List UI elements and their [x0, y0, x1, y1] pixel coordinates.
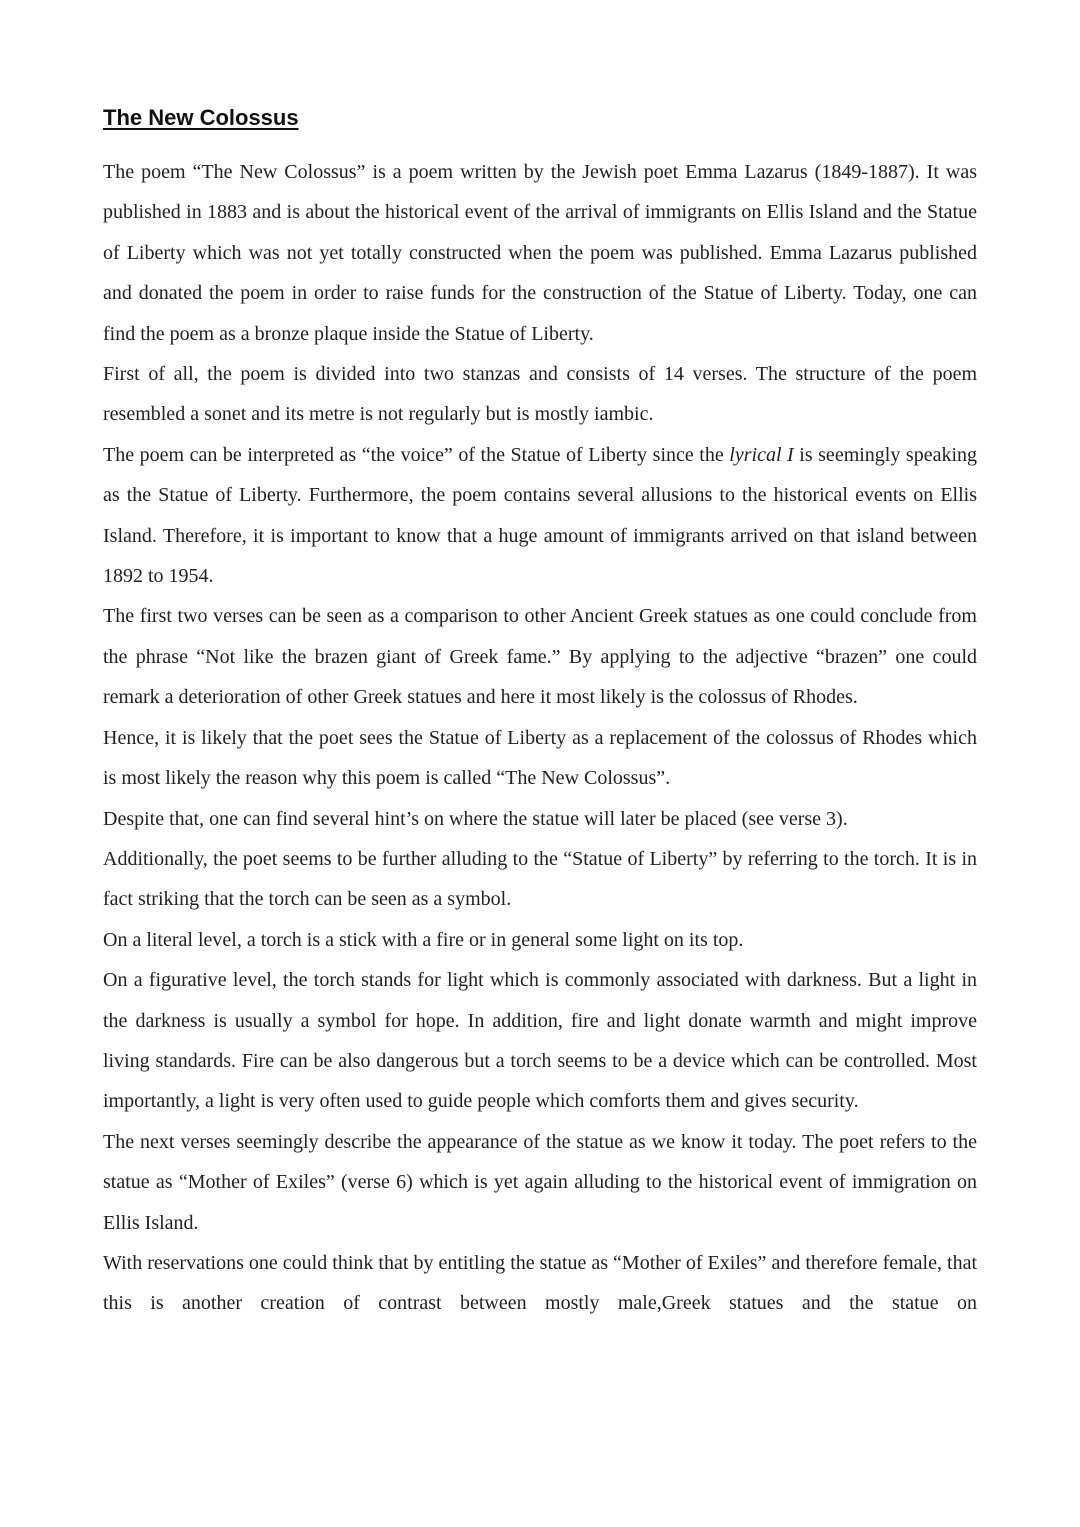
document-body [103, 152, 977, 1324]
lyrical-i-italic: lyrical I [729, 443, 794, 466]
paragraph-literal-level: On a literal level, a torch is a stick with a fire or in general some light on its top. [103, 928, 744, 951]
document-title: The New Colossus [103, 105, 299, 130]
paragraph-torch-symbol: Additionally, the poet seems to be further alluding to the “Statue of Liberty” by referring to the torch. It is in fact striking that the torch can be seen as a symbol. [103, 847, 977, 911]
paragraph-voice [103, 435, 977, 597]
paragraph-comparison: The first two verses can be seen as a comparison to other Ancient Greek statues as one could conclude from the phrase “Not like the brazen giant of Greek fame.” By applying to the adjective “brazen” one could remark a deterioration of other Greek statues and here it most likely is the colossus of Rhodes. [103, 605, 977, 709]
paragraph-mother-of-exiles: The next verses seemingly describe the appearance of the statue as we know it today. The poet refers to the statue as “Mother of Exiles” (verse 6) which is yet again alluding to the historical event of immigration on Ellis Island. [103, 1130, 977, 1234]
paragraph-voice-text-after: is seemingly speaking as the Statue of Liberty. Furthermore, the poem contains several allusions to the historical events on Ellis Island. Therefore, it is important to know that a huge amount of immigrants arrived on that island between 1892 to 1954. [103, 443, 978, 588]
paragraph-figurative-level: On a figurative level, the torch stands for light which is commonly associated with darkness. But a light in the darkness is usually a symbol for hope. In addition, fire and light donate warmth and might improve living standards. Fire can be also dangerous but a torch seems to be a device which can be controlled. Most importantly, a light is very often used to guide people which comforts them and gives security. [103, 969, 977, 1113]
paragraph-replacement: Hence, it is likely that the poet sees the Statue of Liberty as a replacement of the colossus of Rhodes which is most likely the reason why this poem is called “The New Colossus”. [103, 726, 977, 790]
paragraph-reservations: With reservations one could think that by entitling the statue as “Mother of Exiles” and therefore female, that this is another creation of contrast between mostly male,Greek statues and the statue on [103, 1251, 977, 1315]
paragraph-intro: The poem “The New Colossus” is a poem written by the Jewish poet Emma Lazarus (1849-1887). It was published in 1883 and is about the historical event of the arrival of immigrants on Ellis Island and the Statue of Liberty which was not yet totally constructed when the poem was published. Emma Lazarus published and donated the poem in order to raise funds for the construction of the Statue of Liberty. Today, one can find the poem as a bronze plaque inside the Statue of Liberty. [103, 161, 977, 345]
document-page [103, 98, 977, 1324]
paragraph-structure: First of all, the poem is divided into two stanzas and consists of 14 verses. The structure of the poem resembled a sonet and its metre is not regularly but is mostly iambic. [103, 363, 977, 426]
paragraph-voice-text-before: The poem can be interpreted as “the voice” of the Statue of Liberty since the [103, 443, 730, 466]
paragraph-placement-hint: Despite that, one can find several hint’s on where the statue will later be placed (see verse 3). [103, 807, 848, 830]
